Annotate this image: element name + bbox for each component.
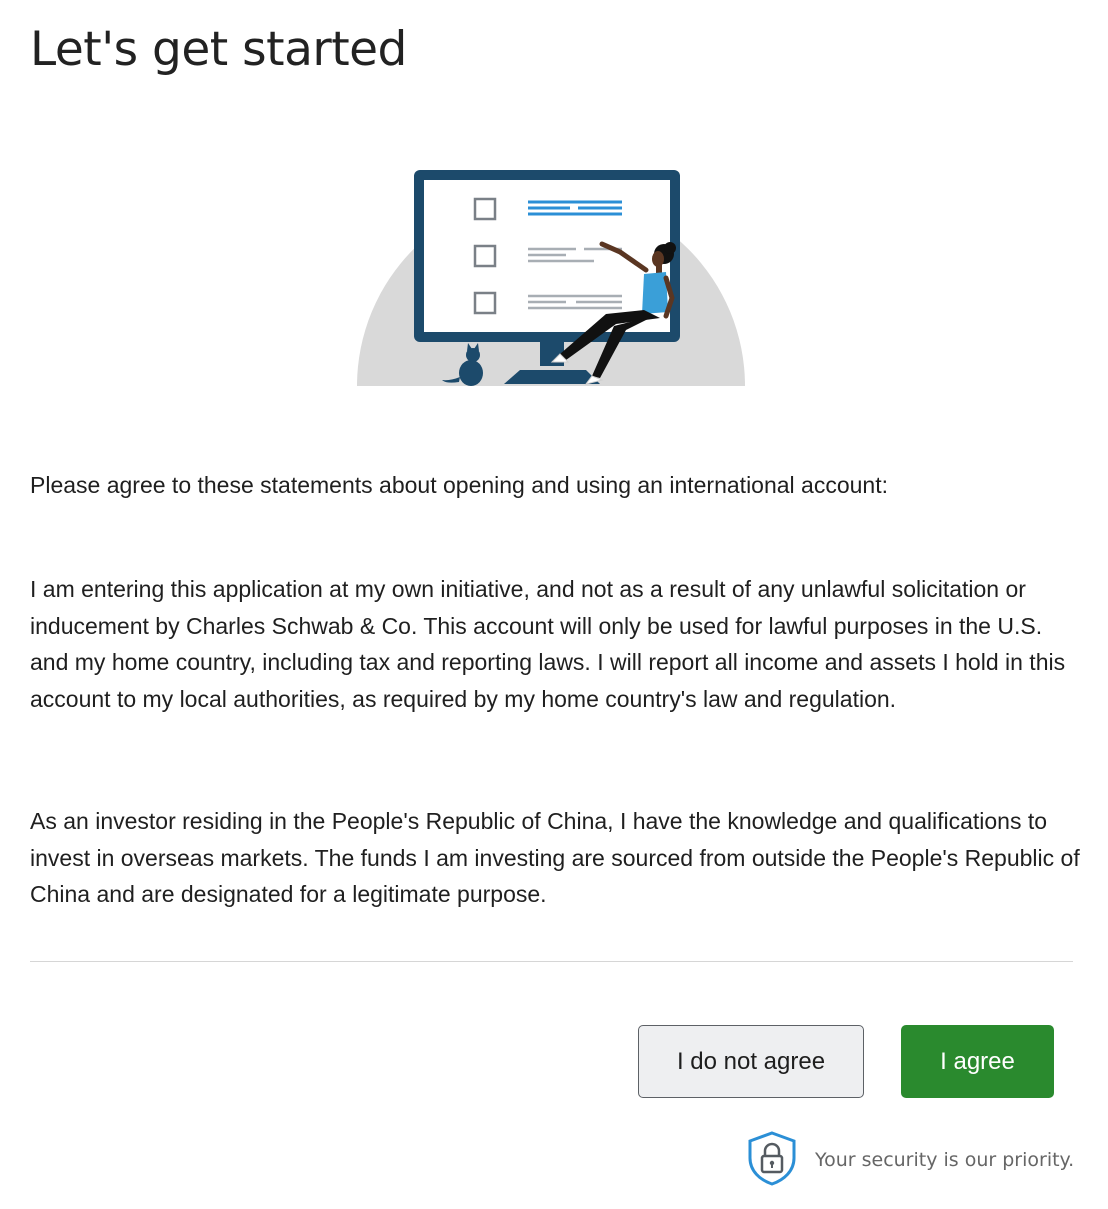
- security-text: Your security is our priority.: [815, 1149, 1075, 1171]
- do-not-agree-button[interactable]: I do not agree: [638, 1025, 864, 1098]
- intro-text: Please agree to these statements about opening and using an international account:: [30, 472, 888, 498]
- checklist-monitor-illustration: [354, 148, 748, 390]
- divider: [30, 961, 1073, 962]
- monitor-base: [504, 370, 600, 384]
- page-title: Let's get started: [30, 22, 407, 77]
- statement-investor-prc: As an investor residing in the People's Republic of China, I have the knowledge and qualifications to invest in overseas markets. The funds I am investing are sourced from outside the People's Republic of China and are designated for a legitimate purpose.: [30, 808, 1080, 907]
- statement-initiative: I am entering this application at my own initiative, and not as a result of any unlawful solicitation or inducement by Charles Schwab & Co. This account will only be used for lawful purposes in the U.S. and my home country, including tax and reporting laws. I will report all income and assets I hold in this account to my local authorities, as required by my home country's law and regulation.: [30, 576, 1066, 712]
- agree-button[interactable]: I agree: [901, 1025, 1054, 1098]
- shield-lock-icon: [746, 1130, 798, 1191]
- security-notice: [746, 1132, 1074, 1188]
